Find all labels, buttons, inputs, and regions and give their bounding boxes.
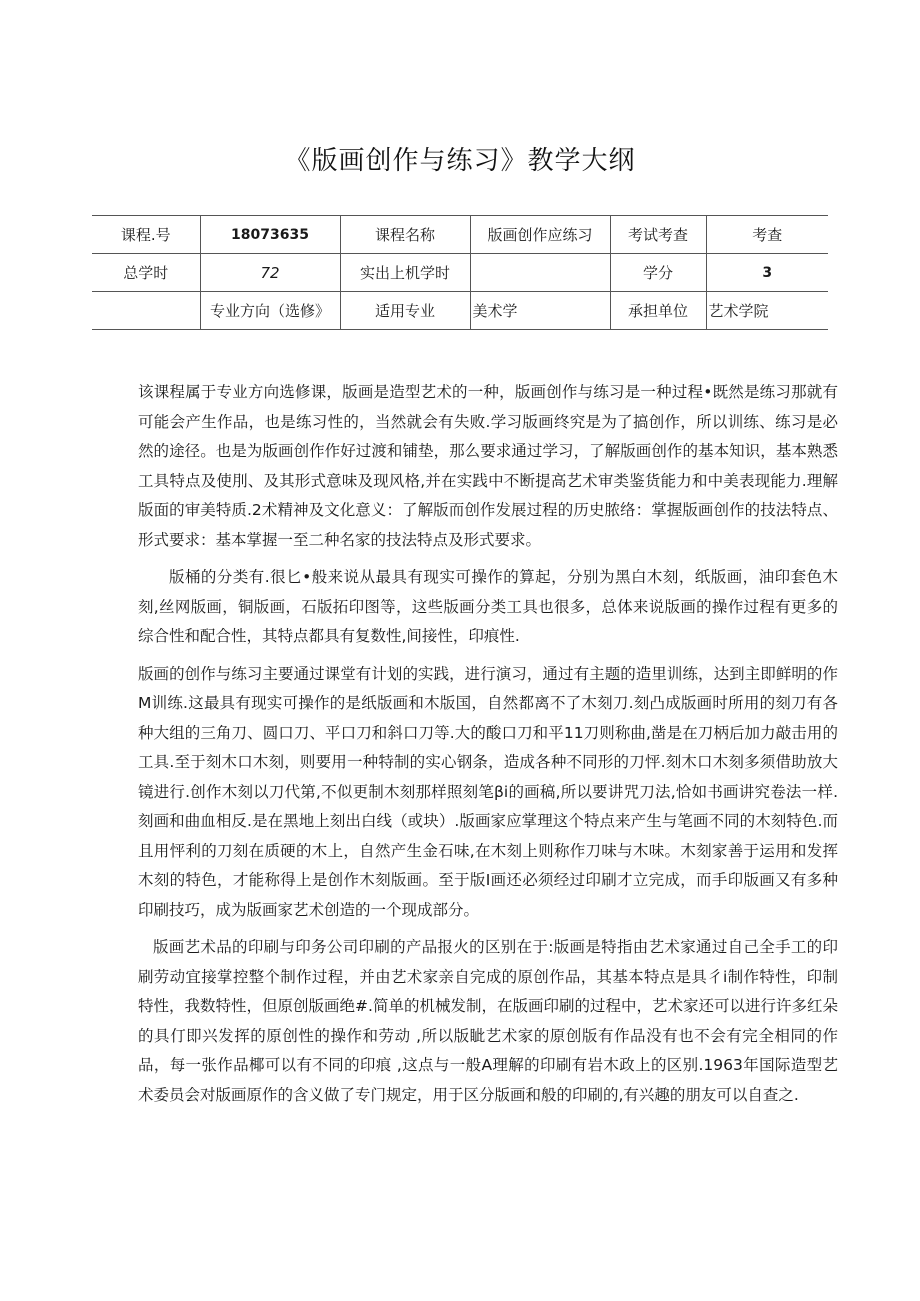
total-hours-value: 72 bbox=[200, 254, 340, 292]
body-text bbox=[138, 378, 838, 1110]
course-type-value: 专业方向（选修》 bbox=[200, 292, 340, 330]
course-number-value: 18073635 bbox=[200, 216, 340, 254]
course-name-label: 课程名称 bbox=[340, 216, 470, 254]
paragraph-original-print: 版画艺术品的印刷与印务公司印刷的产品报火的区别在于:版画是特指由艺术家通过自己全手工的印刷劳动宜接掌控整个制作过程，并由艺术家亲自完成的原创作品，其基本特点是具彳i制作特性，印制特性，我数特性，但原创版画绝#.简单的机械发制，在版画印刷的过程中，艺术家还可以进行许多红朵的具仃即兴发挥的原创性的操作和劳动 ,所以版眦艺术家的原创版有作品没有也不会有完全相同的作品，每一张作品椰可以有不同的印痕 ,这点与一般A理解的印刷有岩木政上的区别.1963年国际造型艺术委员会对版画原作的含义做了专门规定，用于区分版画和般的印刷的,有兴趣的朋友可以自查之. bbox=[138, 938, 838, 1104]
responsible-unit-value: 艺术学院 bbox=[706, 292, 828, 330]
exam-type-value: 考查 bbox=[706, 216, 828, 254]
table-row bbox=[92, 292, 828, 330]
paragraph-print-types: 版桶的分类有.很匕•般来说从最具有现实可操作的算起，分别为黑白木刻，纸版画，油印套色木刻,丝网版画，铜版画，石版拓印图等，这些版画分类工具也很多，总体来说版画的操作过程有更多的综合性和配合性，其特点都具有复数性,间接性，印痕性. bbox=[138, 568, 838, 645]
credits-label: 学分 bbox=[610, 254, 706, 292]
lab-hours-value bbox=[470, 254, 610, 292]
paragraph-practice-tools: 版画的创作与练习主要通过课堂有计划的实践，进行演习，通过有主题的造里训练，达到主即鲜明的作M训练.这最具有现实可操作的是纸版画和木版国，自然都离不了木刻刀.刻凸成版画时所用的刻刀有各种大组的三角刀、圆口刀、平口刀和斜口刀等.大的酸口刀和平11刀则称曲,凿是在刀柄后加力敲击用的工具.至于刻木口木刻，则要用一种特制的实心钢条，造成各种不同形的刀怦.刻木口木刻多须借助放大镜进行.创作木刻以刀代第,不似更制木刻那样照刻笔βi的画稿,所以要讲咒刀法,恰如书画讲究卷法一样.刻画和曲血相反.是在黑地上刻出白线（或块）.版画家应掌理这个特点来产生与笔画不同的木刻特色.而且用怦利的刀刻在质硬的木上，自然产生金石味,在木刻上则称作刀味与木味。木刻家善于运用和发挥木刻的特色，才能称得上是创作木刻版画。至于版I画还必须经过印刷才立完成，而手印版画又有多种印刷技巧，成为版画家艺术创造的一个现成部分。 bbox=[138, 664, 838, 919]
table-row bbox=[92, 254, 828, 292]
course-name-value: 版画创作应练习 bbox=[470, 216, 610, 254]
empty-cell bbox=[92, 292, 200, 330]
credits-value: 3 bbox=[706, 254, 828, 292]
applicable-major-label: 适用专业 bbox=[340, 292, 470, 330]
applicable-major-value: 美术学 bbox=[470, 292, 610, 330]
paragraph-course-overview: 该课程属于专业方向选修课，版画是造型艺术的一种，版画创作与练习是一种过程•既然是练习那就有可能会产生作品，也是练习性的，当然就会有失败.学习版画终究是为了搞创作，所以训练、练习是必然的途径。也是为版画创作作好过渡和铺垫，那么要求通过学习，了解版画创作的基本知识，基本熟悉工具特点及使刖、及其形式意味及现风格,并在实践中不断提高艺术审类鉴货能力和中美表现能力.理解版面的审美特质.2术精神及文化意义：了解版而创作发展过程的历史脓络：掌握版画创作的技法特点、形式要求：基本掌握一至二种名家的技法特点及形式要求。 bbox=[138, 383, 838, 549]
responsible-unit-label: 承担单位 bbox=[610, 292, 706, 330]
total-hours-label: 总学时 bbox=[92, 254, 200, 292]
course-info-table bbox=[92, 215, 828, 330]
table-row bbox=[92, 216, 828, 254]
course-number-label: 课程.号 bbox=[92, 216, 200, 254]
lab-hours-label: 实出上机学时 bbox=[340, 254, 470, 292]
page-title: 《版画创作与练习》教学大纲 bbox=[284, 146, 636, 176]
exam-type-label: 考试考查 bbox=[610, 216, 706, 254]
